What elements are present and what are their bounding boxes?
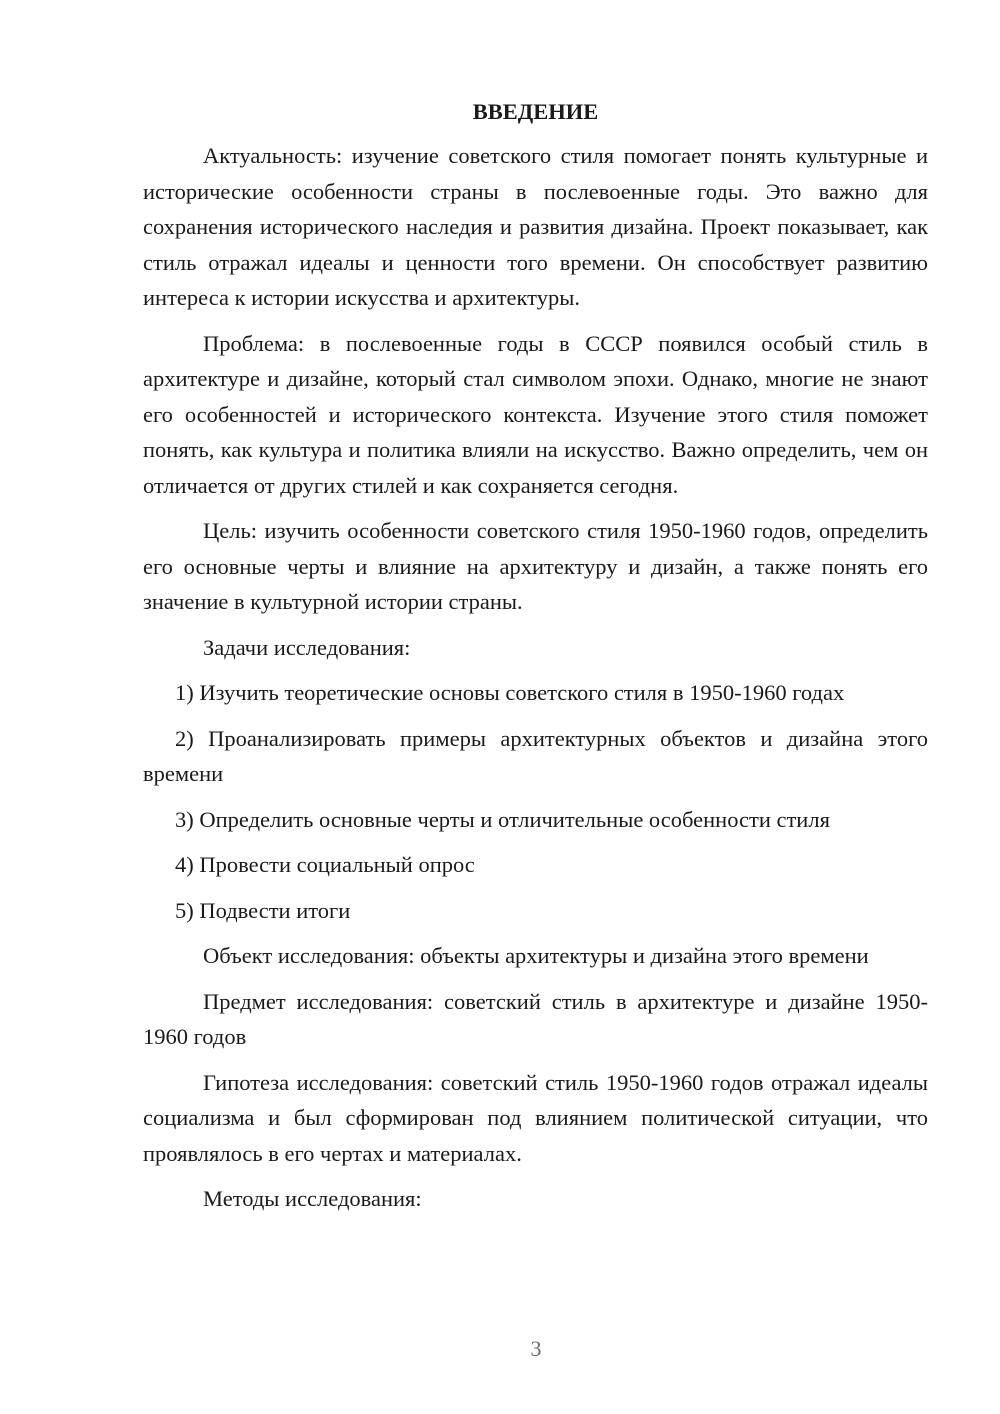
hypothesis-paragraph: Гипотеза исследования: советский стиль 1950-1960 годов отражал идеалы социализма и был сформирован под влиянием политической ситуации, что проявлялось в его чертах и материалах. [143,1069,928,1166]
task-item-5: 5) Подвести итоги [175,897,351,923]
relevance-paragraph: Актуальность: изучение советского стиля помогает понять культурные и исторические особенности страны в послевоенные годы. Это важно для сохранения исторического наследия и развития дизайна. Проект показывает, как стиль отражал идеалы и ценности того времени. Он способствует развитию интереса к истории искусства и архитектуры. [143,143,928,310]
page-number: 3 [530,1336,542,1361]
task-item-4: 4) Провести социальный опрос [175,852,475,877]
tasks-title: Задачи исследования: [203,634,411,660]
subject-paragraph: Предмет исследования: советский стиль в архитектуре и дизайне 1950-1960 годов [143,988,928,1049]
methods-title: Методы исследования: [203,1186,422,1211]
section-heading: ВВЕДЕНИЕ [472,99,599,124]
goal-paragraph: Цель: изучить особенности советского стиля 1950-1960 годов, определить его основные черты и влияние на архитектуру и дизайн, а также понять его значение в культурной истории страны. [143,518,928,614]
problem-paragraph: Проблема: в послевоенные годы в СССР появился особый стиль в архитектуре и дизайне, который стал символом эпохи. Однако, многие не знают его особенностей и исторического контекста. Изучение этого стиля поможет понять, как культура и политика влияли на искусство. Важно определить, чем он отличается от других стилей и как сохраняется сегодня. [143,330,928,498]
task-item-1: 1) Изучить теоретические основы советского стиля в 1950-1960 годах [175,680,845,705]
task-item-3: 3) Определить основные черты и отличительные особенности стиля [175,806,830,832]
task-item-2: 2) Проанализировать примеры архитектурных объектов и дизайна этого времени [143,725,928,786]
page-content [143,96,928,1217]
object-paragraph: Объект исследования: объекты архитектуры и дизайна этого времени [203,943,869,968]
